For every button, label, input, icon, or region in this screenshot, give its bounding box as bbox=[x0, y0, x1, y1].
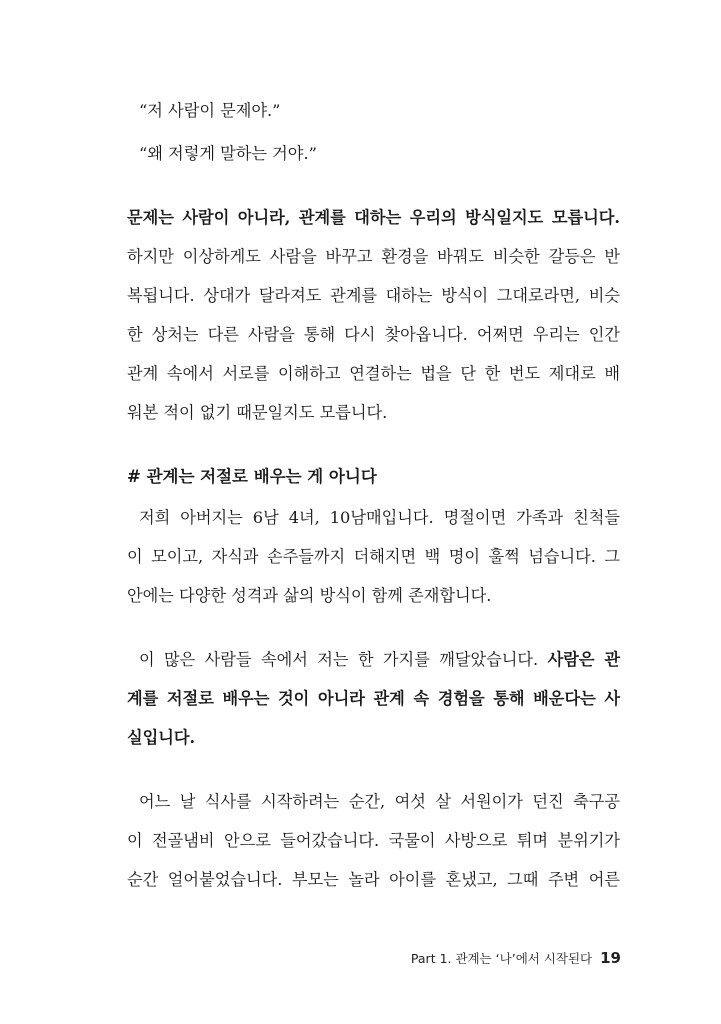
paragraph-1-line: 하지만 이상하게도 사람을 바꾸고 환경을 바꿔도 비슷한 갈등은 반 bbox=[127, 247, 620, 266]
paragraph-2-line: 안에는 다양한 성격과 삶의 방식이 함께 존재합니다. bbox=[127, 586, 492, 605]
paragraph-3-normal-text: 이 많은 사람들 속에서 저는 한 가지를 깨달았습니다. bbox=[139, 650, 548, 669]
paragraph-3-line: 실입니다. bbox=[127, 728, 196, 747]
page-footer bbox=[411, 948, 621, 969]
paragraph-4-line: 순간 얼어붙었습니다. 부모는 놀라 아이를 혼냈고, 그때 주변 어른 bbox=[127, 870, 620, 889]
paragraph-4-line: 이 전골냄비 안으로 들어갔습니다. 국물이 사방으로 튀며 분위기가 bbox=[127, 831, 620, 850]
paragraph-2-line: 저희 아버지는 6남 4녀, 10남매입니다. 명절이면 가족과 친척들 bbox=[139, 508, 620, 527]
quote-2: “왜 저렇게 말하는 거야.” bbox=[139, 144, 317, 163]
paragraph-1-line: 한 상처는 다른 사람을 통해 다시 찾아옵니다. 어쩌면 우리는 인간 bbox=[127, 325, 620, 344]
running-title: Part 1. 관계는 ‘나’에서 시작된다 bbox=[410, 951, 593, 966]
section-heading: # 관계는 저절로 배우는 게 아니다 bbox=[127, 467, 377, 486]
page-number: 19 bbox=[600, 949, 621, 967]
paragraph-3-line bbox=[139, 648, 620, 672]
paragraph-1-bold-line: 문제는 사람이 아니라, 관계를 대하는 우리의 방식일지도 모릅니다. bbox=[127, 208, 620, 227]
paragraph-2-line: 이 모이고, 자식과 손주들까지 더해지면 백 명이 훌쩍 넘습니다. 그 bbox=[127, 547, 620, 566]
quote-1: “저 사람이 문제야.” bbox=[139, 101, 281, 120]
paragraph-4-line: 어느 날 식사를 시작하려는 순간, 여섯 살 서원이가 던진 축구공 bbox=[139, 792, 620, 811]
paragraph-3-bold-text: 사람은 관 bbox=[547, 650, 620, 669]
paragraph-3-line: 계를 저절로 배우는 것이 아니라 관계 속 경험을 통해 배운다는 사 bbox=[127, 689, 620, 708]
paragraph-1-line: 복됩니다. 상대가 달라져도 관계를 대하는 방식이 그대로라면, 비슷 bbox=[127, 286, 620, 305]
paragraph-1-line: 워본 적이 없기 때문일지도 모릅니다. bbox=[127, 403, 388, 422]
paragraph-1-line: 관계 속에서 서로를 이해하고 연결하는 법을 단 한 번도 제대로 배 bbox=[127, 364, 620, 383]
